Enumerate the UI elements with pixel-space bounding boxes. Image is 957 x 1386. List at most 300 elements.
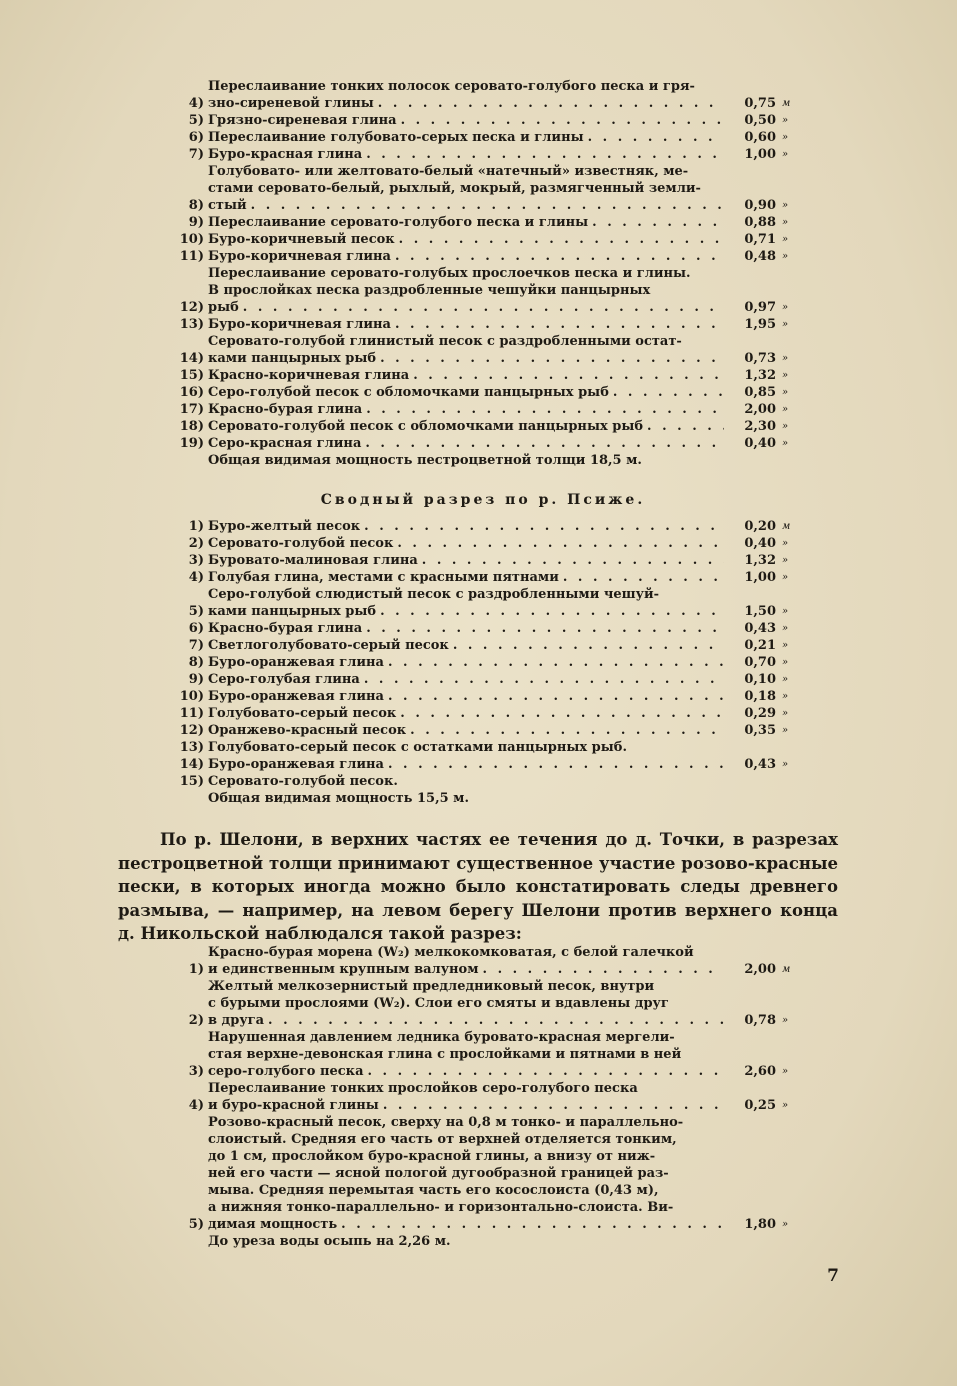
- item-thickness: 1,32: [744, 553, 776, 568]
- item-line: Переслаивание тонких прослойков серо-голубого песка: [208, 1081, 638, 1096]
- item-line: ней его части — ясной пологой дугообразной границей раз-: [208, 1166, 669, 1181]
- item-text: [208, 654, 724, 671]
- item-text: [208, 671, 724, 688]
- item-number: 4): [188, 570, 204, 585]
- item-line: ками панцырных рыб: [208, 351, 377, 366]
- item-unit: »: [782, 691, 789, 702]
- item-text: [208, 333, 724, 367]
- list-item: [168, 248, 798, 265]
- item-unit: »: [782, 1066, 789, 1077]
- item-text: [208, 384, 724, 401]
- dot-leader: [368, 1063, 725, 1080]
- item-thickness: 0,75: [744, 96, 776, 111]
- item-thickness: 0,25: [744, 1098, 776, 1113]
- item-text: [208, 978, 724, 1029]
- item-text: [208, 214, 724, 231]
- item-line: и буро-красной глины: [208, 1098, 379, 1113]
- item-line: Розово-красный песок, сверху на 0,8 м тонко- и параллельно-: [208, 1115, 684, 1130]
- page-number: 7: [827, 1266, 839, 1286]
- list-item: [168, 112, 798, 129]
- item-line: Буро-оранжевая глина: [208, 689, 384, 704]
- item-number: 6): [188, 130, 204, 145]
- item-last-line: [208, 552, 724, 569]
- item-number: 17): [179, 402, 204, 417]
- total-line: До уреза воды осыпь на 2,26 м.: [208, 1234, 451, 1249]
- item-thickness: 0,85: [744, 385, 776, 400]
- item-line: Красно-коричневая глина: [208, 368, 410, 383]
- item-text: [208, 637, 724, 654]
- item-last-line: [208, 231, 724, 248]
- item-thickness: 0,40: [744, 436, 776, 451]
- item-text: [208, 367, 724, 384]
- item-unit: »: [782, 623, 789, 634]
- item-line: Переслаивание серовато-голубого песка и глины: [208, 215, 589, 230]
- item-thickness: 0,71: [744, 232, 776, 247]
- item-text: [208, 722, 724, 739]
- list-item: [168, 214, 798, 231]
- list-item: [168, 518, 798, 535]
- item-text: [208, 231, 724, 248]
- item-unit: м: [782, 964, 791, 975]
- item-thickness: 0,29: [744, 706, 776, 721]
- item-text: [208, 688, 724, 705]
- item-text: [208, 944, 724, 978]
- dot-leader: [401, 112, 724, 129]
- item-thickness: 2,30: [744, 419, 776, 434]
- dot-leader: [383, 1097, 724, 1114]
- item-number: 9): [188, 672, 204, 687]
- item-last-line: [208, 316, 724, 333]
- item-text: [208, 129, 724, 146]
- list-item: [168, 705, 798, 722]
- item-text: [208, 1029, 724, 1080]
- item-text: [208, 1114, 724, 1233]
- list-item: [168, 1029, 798, 1080]
- item-thickness: 2,00: [744, 402, 776, 417]
- item-text: [208, 163, 724, 214]
- item-text: [208, 620, 724, 637]
- item-last-line: [208, 1012, 724, 1029]
- list-item: [168, 773, 798, 790]
- item-last-line: [208, 637, 724, 654]
- dot-leader: [395, 316, 724, 333]
- item-line: а нижняя тонко-параллельно- и горизонтально-слоиста. Ви-: [208, 1200, 674, 1215]
- dot-leader: [410, 722, 724, 739]
- item-line: Желтый мелкозернистый предледниковый песок, внутри: [208, 979, 655, 994]
- item-unit: »: [782, 438, 789, 449]
- item-number: 10): [179, 232, 204, 247]
- item-number: 11): [179, 249, 204, 264]
- item-line: Переслаивание тонких полосок серовато-голубого песка и гря-: [208, 79, 695, 94]
- item-thickness: 0,50: [744, 113, 776, 128]
- item-line: Переслаивание серовато-голубых прослоечков песка и глины.: [208, 266, 691, 281]
- item-last-line: [208, 654, 724, 671]
- item-last-line: [208, 418, 724, 435]
- dot-leader: [399, 231, 724, 248]
- item-thickness: 1,00: [744, 570, 776, 585]
- item-number: 4): [188, 1098, 204, 1113]
- item-thickness: 2,60: [744, 1064, 776, 1079]
- item-line: Буро-коричневая глина: [208, 249, 391, 264]
- item-unit: »: [782, 572, 789, 583]
- item-number: 5): [188, 1217, 204, 1232]
- item-line: Красно-бурая глина: [208, 621, 363, 636]
- item-number: 8): [188, 655, 204, 670]
- item-number: 12): [179, 723, 204, 738]
- item-last-line: [208, 401, 724, 418]
- item-text: [208, 146, 724, 163]
- dot-leader: [365, 435, 724, 452]
- item-number: 10): [179, 689, 204, 704]
- item-number: 18): [179, 419, 204, 434]
- item-number: 2): [188, 536, 204, 551]
- dot-leader: [453, 637, 724, 654]
- list-item: [168, 552, 798, 569]
- item-line: слоистый. Средняя его часть от верхней отделяется тонким,: [208, 1132, 677, 1147]
- item-line: Серо-красная глина: [208, 436, 362, 451]
- item-unit: м: [782, 521, 791, 532]
- item-unit: »: [782, 657, 789, 668]
- item-thickness: 0,18: [744, 689, 776, 704]
- dot-leader: [364, 671, 724, 688]
- body-paragraph: По р. Шелони, в верхних частях ее течения до д. Точки, в разрезах пестроцветной толщи принимают существенное участие розово-красные пески, в которых иногда можно было констатировать следы древнего размыва, — например, на левом берегу Шелони против верхнего конца д. Никольской наблюдался такой разрез:: [118, 830, 838, 943]
- item-number: 14): [179, 351, 204, 366]
- item-line: Голубовато-серый песок с остатками панцырных рыб.: [208, 740, 627, 755]
- total-line: Общая видимая мощность 15,5 м.: [208, 791, 469, 806]
- item-thickness: 0,90: [744, 198, 776, 213]
- item-last-line: [208, 961, 724, 978]
- item-thickness: 0,88: [744, 215, 776, 230]
- item-unit: »: [782, 370, 789, 381]
- item-last-line: [208, 1097, 724, 1114]
- item-thickness: 1,50: [744, 604, 776, 619]
- list-item: [168, 671, 798, 688]
- item-unit: »: [782, 759, 789, 770]
- item-line: в друга: [208, 1013, 265, 1028]
- item-text: [208, 739, 724, 756]
- item-unit: »: [782, 404, 789, 415]
- item-number: 7): [188, 147, 204, 162]
- dot-leader: [397, 535, 724, 552]
- section-3-entries: [168, 944, 798, 1250]
- list-item: [168, 978, 798, 1029]
- item-unit: »: [782, 302, 789, 313]
- total-line: Общая видимая мощность пестроцветной толщи 18,5 м.: [208, 453, 642, 468]
- item-line: рыб: [208, 300, 239, 315]
- item-line: Светлоголубовато-серый песок: [208, 638, 449, 653]
- item-unit: »: [782, 234, 789, 245]
- section-1-entries: [168, 78, 798, 469]
- dot-leader: [563, 569, 724, 586]
- dot-leader: [413, 367, 724, 384]
- item-text: [208, 705, 724, 722]
- item-thickness: 0,43: [744, 621, 776, 636]
- item-thickness: 0,60: [744, 130, 776, 145]
- item-line: с бурыми прослоями (W₂). Слои его смяты и вдавлены друг: [208, 996, 669, 1011]
- item-line: и единственным крупным валуном: [208, 962, 479, 977]
- item-line: Серовато-голубой песок.: [208, 774, 398, 789]
- item-text: [208, 569, 724, 586]
- item-last-line: [208, 435, 724, 452]
- item-last-line: [208, 569, 724, 586]
- section-2-entries: [168, 518, 798, 807]
- item-last-line: [208, 705, 724, 722]
- dot-leader: [364, 518, 724, 535]
- list-item: [168, 163, 798, 214]
- item-number: 9): [188, 215, 204, 230]
- item-line: Грязно-сиреневая глина: [208, 113, 397, 128]
- list-item: [168, 535, 798, 552]
- list-item: [168, 1114, 798, 1233]
- item-text: [208, 773, 724, 790]
- item-line: Нарушенная давлением ледника буровато-красная мергели-: [208, 1030, 675, 1045]
- item-text: [208, 1080, 724, 1114]
- item-line: Серо-голубой песок с обломочками панцырных рыб: [208, 385, 609, 400]
- item-last-line: [208, 248, 724, 265]
- item-line: Голубая глина, местами с красными пятнами: [208, 570, 559, 585]
- item-number: 3): [188, 1064, 204, 1079]
- dot-leader: [400, 705, 724, 722]
- item-line: Серовато-голубой песок с обломочками панцырных рыб: [208, 419, 644, 434]
- item-unit: »: [782, 353, 789, 364]
- item-unit: »: [782, 251, 789, 262]
- item-line: Серо-голубая глина: [208, 672, 360, 687]
- item-last-line: [208, 146, 724, 163]
- dot-leader: [388, 688, 724, 705]
- item-line: Буро-коричневый песок: [208, 232, 395, 247]
- item-number: 8): [188, 198, 204, 213]
- item-unit: »: [782, 149, 789, 160]
- item-unit: »: [782, 725, 789, 736]
- item-last-line: [208, 129, 724, 146]
- list-item: [168, 620, 798, 637]
- item-number: 12): [179, 300, 204, 315]
- dot-leader: [483, 961, 724, 978]
- item-unit: »: [782, 708, 789, 719]
- item-number: 14): [179, 757, 204, 772]
- item-line: Буро-желтый песок: [208, 519, 361, 534]
- item-last-line: [208, 95, 724, 112]
- dot-leader: [395, 248, 724, 265]
- item-last-line: [208, 197, 724, 214]
- item-line: Буро-коричневая глина: [208, 317, 391, 332]
- item-text: [208, 552, 724, 569]
- item-unit: »: [782, 1219, 789, 1230]
- item-last-line: [208, 367, 724, 384]
- item-text: [208, 518, 724, 535]
- item-line: Серо-голубой слюдистый песок с раздробленными чешуй-: [208, 587, 660, 602]
- item-last-line: [208, 112, 724, 129]
- item-line: димая мощность: [208, 1217, 338, 1232]
- item-unit: »: [782, 1015, 789, 1026]
- item-line: ками панцырных рыб: [208, 604, 377, 619]
- item-unit: »: [782, 200, 789, 211]
- item-number: 3): [188, 553, 204, 568]
- item-last-line: [208, 688, 724, 705]
- item-text: [208, 248, 724, 265]
- list-item: [168, 739, 798, 756]
- item-line: Буро-оранжевая глина: [208, 757, 384, 772]
- item-line: стый: [208, 198, 247, 213]
- item-thickness: 0,35: [744, 723, 776, 738]
- list-item: [168, 129, 798, 146]
- item-line: серо-голубого песка: [208, 1064, 364, 1079]
- item-thickness: 0,21: [744, 638, 776, 653]
- item-last-line: [208, 1063, 724, 1080]
- item-line: Красно-бурая морена (W₂) мелкокомковатая, с белой галечкой: [208, 945, 694, 960]
- item-line: стая верхне-девонская глина с прослойками и пятнами в ней: [208, 1047, 682, 1062]
- list-item: [168, 384, 798, 401]
- item-line: Буровато-малиновая глина: [208, 553, 418, 568]
- list-item: [168, 944, 798, 978]
- list-item: [168, 637, 798, 654]
- item-line: Красно-бурая глина: [208, 402, 363, 417]
- list-item: [168, 418, 798, 435]
- list-item: [168, 586, 798, 620]
- item-line: Оранжево-красный песок: [208, 723, 407, 738]
- list-item: [168, 333, 798, 367]
- item-unit: »: [782, 538, 789, 549]
- list-item: [168, 265, 798, 316]
- item-line: Серовато-голубой песок: [208, 536, 394, 551]
- list-item: [168, 146, 798, 163]
- item-line: Буро-оранжевая глина: [208, 655, 384, 670]
- item-number: 5): [188, 604, 204, 619]
- item-text: [208, 265, 724, 316]
- item-last-line: [208, 620, 724, 637]
- list-item: [168, 401, 798, 418]
- item-number: 2): [188, 1013, 204, 1028]
- item-thickness: 0,97: [744, 300, 776, 315]
- item-line: Буро-красная глина: [208, 147, 363, 162]
- item-line: Серовато-голубой глинистый песок с раздробленными остат-: [208, 334, 682, 349]
- item-number: 7): [188, 638, 204, 653]
- list-item: [168, 367, 798, 384]
- item-unit: »: [782, 555, 789, 566]
- item-unit: »: [782, 606, 789, 617]
- item-thickness: 1,80: [744, 1217, 776, 1232]
- item-text: [208, 316, 724, 333]
- item-last-line: [208, 214, 724, 231]
- item-last-line: [208, 722, 724, 739]
- item-thickness: 0,73: [744, 351, 776, 366]
- item-last-line: [208, 773, 724, 790]
- item-last-line: [208, 739, 724, 756]
- dot-leader: [251, 197, 724, 214]
- list-item: [168, 435, 798, 452]
- item-last-line: [208, 384, 724, 401]
- item-line: стами серовато-белый, рыхлый, мокрый, размягченный земли-: [208, 181, 701, 196]
- dot-leader: [613, 384, 724, 401]
- item-number: 1): [188, 519, 204, 534]
- item-text: [208, 418, 724, 435]
- item-line: В прослойках песка раздробленные чешуйки панцырных: [208, 283, 651, 298]
- item-last-line: [208, 671, 724, 688]
- item-thickness: 2,00: [744, 962, 776, 977]
- item-last-line: [208, 756, 724, 773]
- item-unit: м: [782, 98, 791, 109]
- item-last-line: [208, 518, 724, 535]
- item-last-line: [208, 299, 724, 316]
- item-unit: »: [782, 319, 789, 330]
- item-thickness: 1,32: [744, 368, 776, 383]
- item-number: 4): [188, 96, 204, 111]
- item-unit: »: [782, 387, 789, 398]
- dot-leader: [388, 654, 724, 671]
- item-number: 15): [179, 368, 204, 383]
- item-unit: »: [782, 115, 789, 126]
- item-text: [208, 756, 724, 773]
- list-item: [168, 231, 798, 248]
- item-unit: »: [782, 132, 789, 143]
- dot-leader: [380, 603, 724, 620]
- item-line: Переслаивание голубовато-серых песка и глины: [208, 130, 584, 145]
- item-thickness: 0,48: [744, 249, 776, 264]
- item-text: [208, 112, 724, 129]
- list-item: [168, 78, 798, 112]
- item-thickness: 1,95: [744, 317, 776, 332]
- dot-leader: [388, 756, 724, 773]
- dot-leader: [380, 350, 724, 367]
- dot-leader: [341, 1216, 724, 1233]
- item-unit: »: [782, 421, 789, 432]
- list-item: [168, 569, 798, 586]
- list-item: [168, 316, 798, 333]
- item-number: 5): [188, 113, 204, 128]
- item-last-line: [208, 1216, 724, 1233]
- list-item: [168, 688, 798, 705]
- dot-leader: [366, 401, 724, 418]
- item-line: до 1 см, прослойком буро-красной глины, а внизу от ниж-: [208, 1149, 656, 1164]
- section-heading: Сводный разрез по р. Псиже.: [320, 492, 646, 508]
- item-number: 11): [179, 706, 204, 721]
- item-thickness: 0,43: [744, 757, 776, 772]
- item-unit: »: [782, 640, 789, 651]
- item-unit: »: [782, 674, 789, 685]
- item-text: [208, 435, 724, 452]
- dot-leader: [268, 1012, 724, 1029]
- item-text: [208, 401, 724, 418]
- item-last-line: [208, 350, 724, 367]
- dot-leader: [588, 129, 724, 146]
- list-item: [168, 722, 798, 739]
- item-thickness: 1,00: [744, 147, 776, 162]
- item-line: мыва. Средняя перемытая часть его косослоиста (0,43 м),: [208, 1183, 659, 1198]
- item-thickness: 0,78: [744, 1013, 776, 1028]
- list-item: [168, 756, 798, 773]
- list-item: [168, 654, 798, 671]
- item-number: 13): [179, 740, 204, 755]
- item-line: Голубовато- или желтовато-белый «натечный» известняк, ме-: [208, 164, 689, 179]
- item-unit: »: [782, 217, 789, 228]
- item-number: 1): [188, 962, 204, 977]
- dot-leader: [366, 146, 724, 163]
- dot-leader: [647, 418, 724, 435]
- item-number: 15): [179, 774, 204, 789]
- item-unit: »: [782, 1100, 789, 1111]
- dot-leader: [592, 214, 724, 231]
- item-thickness: 0,10: [744, 672, 776, 687]
- item-last-line: [208, 603, 724, 620]
- item-line: зно-сиреневой глины: [208, 96, 374, 111]
- list-item: [168, 1080, 798, 1114]
- dot-leader: [422, 552, 724, 569]
- item-thickness: 0,40: [744, 536, 776, 551]
- dot-leader: [378, 95, 724, 112]
- item-thickness: 0,70: [744, 655, 776, 670]
- item-number: 16): [179, 385, 204, 400]
- item-thickness: 0,20: [744, 519, 776, 534]
